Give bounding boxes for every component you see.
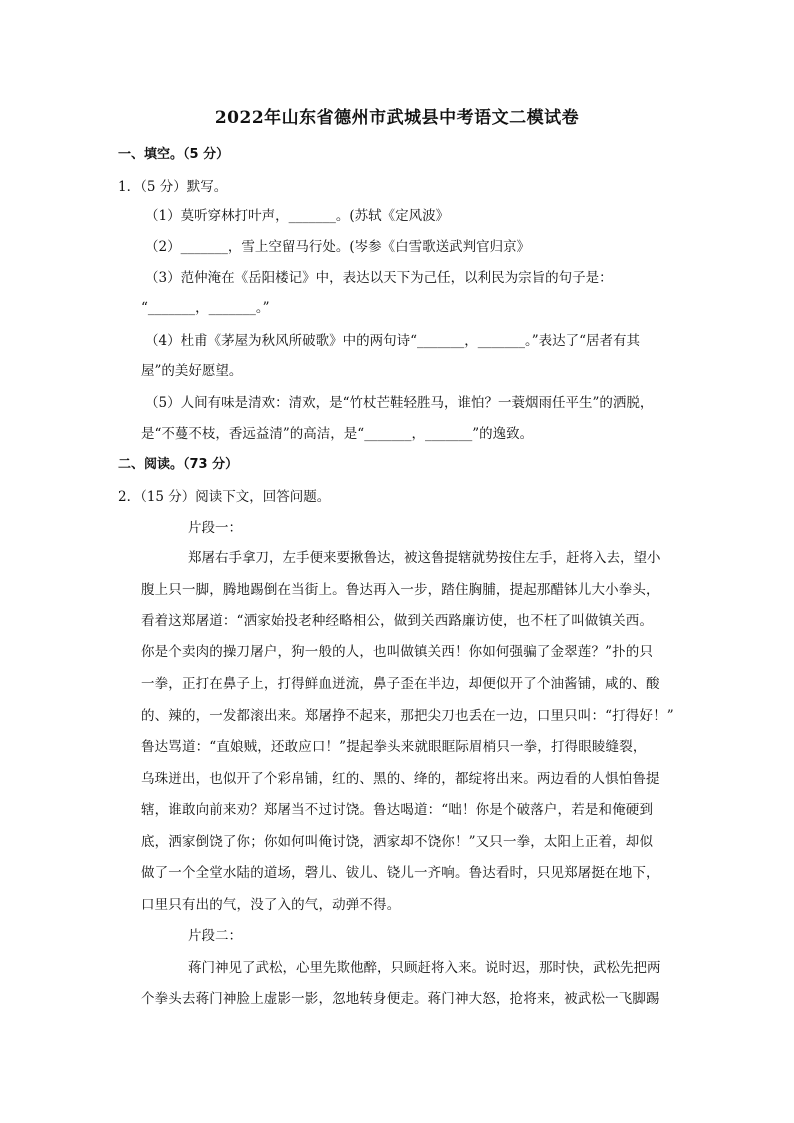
- fragment-2-line: 个拳头去蒋门神脸上虚影一影，忽地转身便走。蒋门神大怒，抢将来，被武松一飞脚踢: [141, 991, 660, 1007]
- fragment-1-line: 你是个卖肉的操刀屠户，狗一般的人，也叫做镇关西！你如何强骗了金翠莲？”扑的只: [141, 644, 654, 660]
- q1-item-3-cont: “_______，_______。”: [141, 300, 270, 316]
- page-title: 2022年山东省德州市武城县中考语文二模试卷: [214, 108, 580, 128]
- fragment-1-line: 看着这郑屠道：“洒家始投老种经略相公，做到关西路廉访使，也不枉了叫做镇关西。: [141, 613, 654, 629]
- q1-item-5-cont: 是“不蔓不枝，香远益清”的高洁，是“_______，_______”的逸致。: [141, 426, 534, 442]
- fragment-2-label: 片段二：: [188, 928, 242, 944]
- fragment-1-line: 腹上只一脚，腾地踢倒在当街上。鲁达再入一步，踏住胸脯，提起那醋钵儿大小拳头，: [141, 582, 660, 598]
- q1-item-4: （4）杜甫《茅屋为秋风所破歌》中的两句诗“_______，_______。”表达了“居者有其: [145, 333, 641, 349]
- fragment-2-line: 蒋门神见了武松，心里先欺他醉，只顾赶将入来。说时迟，那时快，武松先把两: [188, 960, 661, 976]
- fragment-1-line: 郑屠右手拿刀，左手便来要揪鲁达，被这鲁提辖就势按住左手，赶将入去，望小: [188, 550, 661, 566]
- fragment-1-line: 做了一个全堂水陆的道场，磬儿、钹儿、铙儿一齐响。鲁达看时，只见郑屠挺在地下，: [141, 865, 660, 881]
- q1-item-4-cont: 屋”的美好愿望。: [141, 363, 243, 379]
- fragment-1-line: 鲁达骂道：“直娘贼，还敢应口！”提起拳头来就眼眶际眉梢只一拳，打得眼睖缝裂，: [141, 739, 647, 755]
- fragment-1-label: 片段一：: [188, 520, 242, 536]
- fragment-1-line: 辖，谁敢向前来劝？郑屠当不过讨饶。鲁达喝道：“咄！你是个破落户，若是和俺硬到: [141, 802, 654, 818]
- section-heading-reading: 二、阅读。（73 分）: [118, 457, 239, 472]
- fragment-1-line: 乌珠迸出，也似开了个彩帛铺，红的、黑的、绛的，都绽将出来。两边看的人惧怕鲁提: [141, 771, 660, 787]
- q1-item-1: （1）莫听穿林打叶声，_______。(苏轼《定风波》: [145, 208, 450, 224]
- q1-item-2: （2）_______，雪上空留马行处。(岑参《白雪歌送武判官归京》: [145, 239, 531, 255]
- fragment-1-line: 口里只有出的气，没了入的气，动弹不得。: [141, 897, 401, 913]
- question-1-stem: 1．（5 分）默写。: [118, 179, 228, 195]
- fragment-1-line: 一拳，正打在鼻子上，打得鲜血迸流，鼻子歪在半边，却便似开了个油酱铺，咸的、酸: [141, 676, 660, 692]
- section-heading-fill-blank: 一、填空。（5 分）: [118, 147, 230, 162]
- q1-item-3: （3）范仲淹在《岳阳楼记》中，表达以天下为己任，以利民为宗旨的句子是：: [145, 270, 613, 286]
- question-2-stem: 2．（15 分）阅读下文，回答问题。: [118, 489, 331, 505]
- fragment-1-line: 底，洒家倒饶了你；你如何叫俺讨饶，洒家却不饶你！”又只一拳，太阳上正着，却似: [141, 834, 654, 850]
- q1-item-5: （5）人间有味是清欢：清欢，是“竹杖芒鞋轻胜马，谁怕？一蓑烟雨任平生”的洒脱，: [145, 395, 654, 411]
- fragment-1-line: 的、辣的，一发都滚出来。郑屠挣不起来，那把尖刀也丢在一边，口里只叫：“打得好！”: [141, 708, 674, 724]
